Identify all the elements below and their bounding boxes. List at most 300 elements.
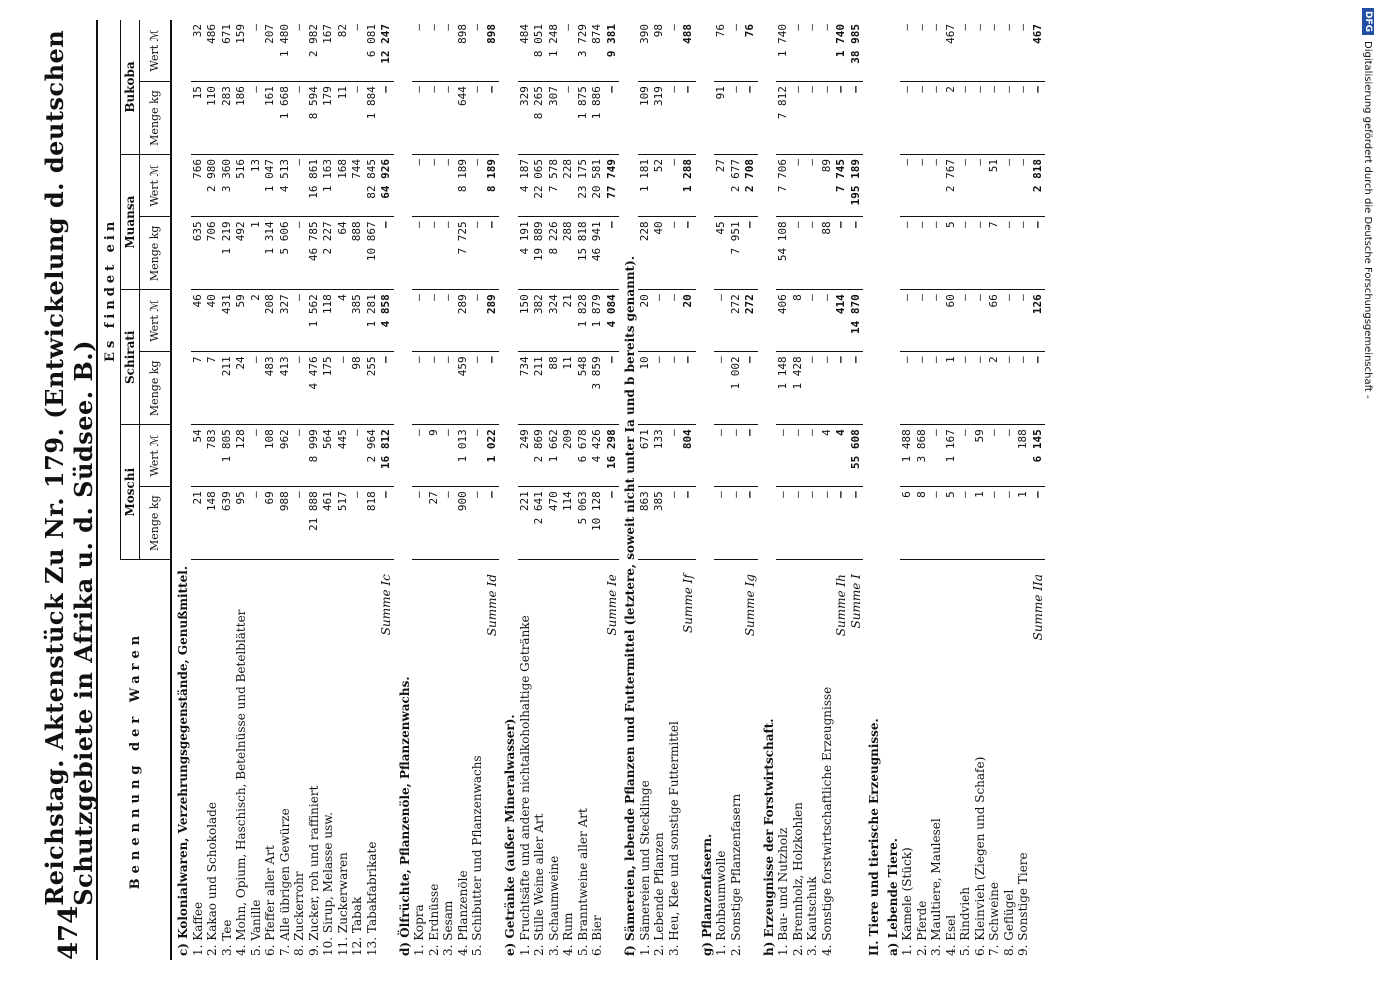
cell-value: —: [561, 82, 576, 155]
cell-value: —: [441, 20, 456, 82]
cell-value: 195 189: [849, 154, 864, 216]
row-label: 3. Schaumweine: [546, 855, 561, 956]
section-row: [863, 20, 882, 960]
cell-value: —: [849, 352, 864, 425]
cell-value: 9 381: [605, 20, 620, 82]
dfg-stamp: [1359, 8, 1377, 998]
cell-value: —: [900, 20, 915, 82]
cell-value: 8 226: [547, 217, 562, 290]
cell-value: 5 063: [576, 487, 591, 560]
cell-value: 8 189: [485, 154, 500, 216]
cell-value: —: [729, 425, 744, 487]
cell-value: 109: [638, 82, 653, 155]
cell-value: —: [805, 290, 820, 352]
cell-value: 445: [336, 425, 351, 487]
cell-value: —: [652, 290, 667, 352]
cell-value: 1 828: [576, 290, 591, 352]
table-row: [321, 20, 336, 960]
cell-value: —: [681, 352, 696, 425]
cell-value: —: [249, 425, 264, 487]
cell-value: —: [987, 20, 1002, 82]
row-label: 3. Tee: [219, 919, 234, 956]
cell-value: 644: [456, 82, 471, 155]
cell-value: 319: [652, 82, 667, 155]
cell-value: —: [929, 217, 944, 290]
cell-value: —: [470, 154, 485, 216]
cell-value: 209: [561, 425, 576, 487]
cell-value: 1 875: [576, 82, 591, 155]
sum-row: [1031, 20, 1046, 960]
cell-value: 734: [518, 352, 533, 425]
cell-value: —: [834, 352, 849, 425]
cell-value: —: [1002, 487, 1017, 560]
cell-value: 91: [714, 82, 729, 155]
cell-value: —: [791, 217, 806, 290]
section-row: [619, 20, 638, 960]
row-label: 4. Pflanzenöle: [455, 870, 470, 956]
cell-value: —: [791, 82, 806, 155]
cell-value: 211: [532, 352, 547, 425]
wert-header: Wert ℳ: [140, 425, 172, 487]
table-row: [929, 20, 944, 960]
cell-value: 486: [205, 20, 220, 82]
sum-row: [485, 20, 500, 960]
cell-value: 6 145: [1031, 425, 1046, 487]
cell-value: 4 187: [518, 154, 533, 216]
cell-value: 2: [944, 82, 959, 155]
cell-value: 128: [234, 425, 249, 487]
cell-value: 4 513: [278, 154, 293, 216]
cell-value: 2 964: [365, 425, 380, 487]
cell-value: 110: [205, 82, 220, 155]
row-label: 8. Geflügel: [1001, 889, 1016, 956]
cell-value: 8 189: [456, 154, 471, 216]
goods-name-header: Benennung der Waren: [102, 560, 171, 960]
cell-value: —: [427, 217, 442, 290]
cell-value: 874: [590, 20, 605, 82]
cell-value: 15: [191, 82, 206, 155]
cell-value: 988: [278, 487, 293, 560]
cell-value: —: [652, 352, 667, 425]
cell-value: —: [915, 290, 930, 352]
cell-value: 8: [915, 487, 930, 560]
cell-value: —: [849, 487, 864, 560]
cell-value: 548: [576, 352, 591, 425]
row-label: c) Kolonialwaren, Verzehrungsgegenstände, Genußmittel.: [176, 565, 190, 956]
page-title: Reichstag. Aktenstück Zu Nr. 179. (Entwickelung d. deutschen Schutzgebiete in Afrika u. d. Südsee. B.): [40, 29, 98, 906]
dfg-logo: DFG: [1362, 8, 1374, 35]
cell-value: —: [900, 217, 915, 290]
cell-value: 16 812: [379, 425, 394, 487]
row-label: 5. Branntweine aller Art: [575, 808, 590, 956]
table-row: [1016, 20, 1031, 960]
cell-value: —: [973, 154, 988, 216]
cell-value: —: [667, 352, 682, 425]
cell-value: —: [987, 82, 1002, 155]
cell-value: 3 868: [915, 425, 930, 487]
row-label: 3. Kautschuk: [805, 876, 819, 956]
cell-value: —: [1016, 20, 1031, 82]
cell-value: 516: [234, 154, 249, 216]
table-row: [576, 20, 591, 960]
menge-header: Menge kg: [140, 487, 172, 560]
cell-value: —: [1016, 217, 1031, 290]
cell-value: —: [292, 487, 307, 560]
cell-value: 2 869: [532, 425, 547, 487]
cell-value: 1: [249, 217, 264, 290]
cell-value: 289: [456, 290, 471, 352]
cell-value: 16 298: [605, 425, 620, 487]
row-label: Summe Id: [484, 574, 499, 637]
table-row: [350, 20, 365, 960]
row-label: Summe If: [681, 574, 695, 633]
cell-value: —: [958, 82, 973, 155]
cell-value: 635: [191, 217, 206, 290]
table-row: [292, 20, 307, 960]
cell-value: 38 985: [849, 20, 864, 82]
sum-row: [379, 20, 394, 960]
cell-value: —: [336, 352, 351, 425]
cell-value: —: [1031, 217, 1046, 290]
cell-value: 188: [1016, 425, 1031, 487]
cell-value: 98: [652, 20, 667, 82]
cell-value: 4: [834, 425, 849, 487]
cell-value: —: [427, 290, 442, 352]
table-row: [365, 20, 380, 960]
cell-value: 2 982: [307, 20, 322, 82]
cell-value: 11: [561, 352, 576, 425]
cell-value: 46: [191, 290, 206, 352]
row-label: 3. Heu, Klee und sonstige Futtermittel: [666, 721, 681, 956]
cell-value: 1 668: [278, 82, 293, 155]
cell-value: 2 677: [729, 154, 744, 216]
cell-value: 1 219: [220, 217, 235, 290]
cell-value: 484: [518, 20, 533, 82]
cell-value: —: [1002, 425, 1017, 487]
row-label: 10. Sirup, Melasse usw.: [321, 812, 335, 956]
cell-value: 59: [973, 425, 988, 487]
cell-value: —: [1031, 352, 1046, 425]
cell-value: —: [667, 20, 682, 82]
cell-value: 1 314: [263, 217, 278, 290]
cell-value: —: [958, 217, 973, 290]
row-label: Summe I: [848, 574, 863, 629]
cell-value: —: [973, 82, 988, 155]
cell-value: —: [441, 425, 456, 487]
cell-value: 470: [547, 487, 562, 560]
cell-value: 55 608: [849, 425, 864, 487]
cell-value: 2 767: [944, 154, 959, 216]
row-label: 4. Mohn, Opium, Haschisch, Betelnüsse und Betelblätter: [234, 609, 248, 956]
cell-value: —: [900, 154, 915, 216]
cell-value: 3 859: [590, 352, 605, 425]
cell-value: —: [441, 154, 456, 216]
cell-value: —: [1002, 352, 1017, 425]
cell-value: 467: [944, 20, 959, 82]
cell-value: 385: [350, 290, 365, 352]
row-label: 2. Erdnüsse: [426, 883, 441, 956]
sum-row: [849, 20, 864, 960]
cell-value: —: [427, 154, 442, 216]
cell-value: —: [805, 154, 820, 216]
cell-value: 45: [714, 217, 729, 290]
cell-value: —: [412, 425, 427, 487]
cell-value: 9: [427, 425, 442, 487]
cell-value: 7 951: [729, 217, 744, 290]
cell-value: 2 818: [1031, 154, 1046, 216]
cell-value: —: [605, 82, 620, 155]
cell-value: —: [820, 20, 835, 82]
table-row: [249, 20, 264, 960]
cell-value: 3 729: [576, 20, 591, 82]
cell-value: —: [849, 82, 864, 155]
cell-value: —: [441, 487, 456, 560]
cell-value: 671: [220, 20, 235, 82]
cell-value: 2: [249, 290, 264, 352]
row-label: 9. Zucker, roh und raffiniert: [306, 785, 321, 956]
sum-row: [681, 20, 696, 960]
cell-value: 863: [638, 487, 653, 560]
cell-value: 16 861: [307, 154, 322, 216]
cell-value: 52: [652, 154, 667, 216]
cell-value: —: [929, 425, 944, 487]
row-label: 5. Rindvieh: [958, 887, 972, 956]
table-row: [456, 20, 471, 960]
section-row: [882, 20, 901, 960]
cell-value: —: [470, 20, 485, 82]
cell-value: 5 606: [278, 217, 293, 290]
cell-value: 1 886: [590, 82, 605, 155]
group-header: Es findet ein: [102, 20, 121, 560]
cell-value: —: [714, 352, 729, 425]
cell-value: —: [249, 20, 264, 82]
cell-value: 706: [205, 217, 220, 290]
cell-value: 8 051: [532, 20, 547, 82]
page-number: 474: [54, 905, 84, 960]
cell-value: 221: [518, 487, 533, 560]
cell-value: 19 889: [532, 217, 547, 290]
cell-value: —: [667, 290, 682, 352]
cell-value: —: [915, 352, 930, 425]
rotated-page: [30, 0, 1370, 1000]
cell-value: —: [1016, 352, 1031, 425]
cell-value: —: [350, 487, 365, 560]
cell-value: 2: [987, 352, 1002, 425]
cell-value: —: [412, 217, 427, 290]
cell-value: —: [714, 290, 729, 352]
cell-value: —: [1016, 154, 1031, 216]
cell-value: 7 706: [776, 154, 791, 216]
cell-value: 8 265: [532, 82, 547, 155]
cell-value: 88: [547, 352, 562, 425]
row-label: 1. Kopra: [412, 904, 426, 956]
row-label: d) Ölfrüchte, Pflanzenöle, Pflanzenwachs.: [397, 676, 412, 956]
cell-value: 88: [820, 217, 835, 290]
cell-value: 307: [547, 82, 562, 155]
cell-value: 21: [561, 290, 576, 352]
table-row: [336, 20, 351, 960]
row-label: 8. Zuckerrohr: [292, 871, 306, 956]
cell-value: 228: [561, 154, 576, 216]
cell-value: 4 476: [307, 352, 322, 425]
cell-value: 60: [944, 290, 959, 352]
table-row: [441, 20, 456, 960]
cell-value: 766: [191, 154, 206, 216]
cell-value: —: [485, 217, 500, 290]
table-row: [278, 20, 293, 960]
cell-value: 517: [336, 487, 351, 560]
cell-value: 2 980: [205, 154, 220, 216]
cell-value: 1 013: [456, 425, 471, 487]
cell-value: 1: [944, 352, 959, 425]
cell-value: 3 360: [220, 154, 235, 216]
cell-value: —: [292, 425, 307, 487]
cell-value: 20: [638, 290, 653, 352]
cell-value: —: [1031, 82, 1046, 155]
cell-value: 385: [652, 487, 667, 560]
cell-value: —: [292, 20, 307, 82]
row-label: 1. Bau- und Nutzholz: [776, 827, 790, 956]
row-label: 7. Schweine: [987, 882, 1001, 956]
table-row: [307, 20, 322, 960]
row-label: Summe Ig: [743, 574, 757, 637]
cell-value: 95: [234, 487, 249, 560]
table-row: [729, 20, 744, 960]
cell-value: —: [485, 487, 500, 560]
cell-value: 783: [205, 425, 220, 487]
cell-value: —: [427, 20, 442, 82]
cell-value: —: [379, 82, 394, 155]
cell-value: 1 288: [681, 154, 696, 216]
cell-value: 54 108: [776, 217, 791, 290]
table-row: [205, 20, 220, 960]
cell-value: —: [791, 154, 806, 216]
row-label: Summe Ie: [604, 574, 619, 636]
cell-value: —: [820, 352, 835, 425]
cell-value: —: [667, 82, 682, 155]
cell-value: —: [350, 425, 365, 487]
cell-value: 1 163: [321, 154, 336, 216]
cell-value: 2 227: [321, 217, 336, 290]
cell-value: 207: [263, 20, 278, 82]
cell-value: —: [929, 20, 944, 82]
cell-value: 168: [336, 154, 351, 216]
cell-value: —: [605, 487, 620, 560]
cell-value: 272: [743, 290, 758, 352]
cell-value: 6 081: [365, 20, 380, 82]
row-label: 7. Alle übrigen Gewürze: [277, 808, 292, 956]
row-label: 1. Kamele (Stück): [900, 847, 914, 956]
cell-value: 175: [321, 352, 336, 425]
cell-value: 114: [561, 487, 576, 560]
header-rule: [96, 20, 98, 960]
cell-value: —: [958, 425, 973, 487]
cell-value: —: [973, 20, 988, 82]
cell-value: —: [834, 82, 849, 155]
cell-value: 6: [900, 487, 915, 560]
cell-value: —: [714, 425, 729, 487]
cell-value: 179: [321, 82, 336, 155]
cell-value: 639: [220, 487, 235, 560]
wert-header: Wert ℳ: [140, 20, 172, 82]
cell-value: 962: [278, 425, 293, 487]
cell-value: 888: [350, 217, 365, 290]
cell-value: —: [667, 217, 682, 290]
table-row: [263, 20, 278, 960]
row-label: 4. Rum: [561, 912, 575, 956]
cell-value: 414: [834, 290, 849, 352]
row-label: 2. Brennholz, Holzkohlen: [790, 802, 805, 956]
cell-value: 32: [191, 20, 206, 82]
goods-table: [102, 20, 1045, 960]
cell-value: 744: [350, 154, 365, 216]
cell-value: —: [470, 82, 485, 155]
cell-value: —: [805, 352, 820, 425]
cell-value: —: [292, 217, 307, 290]
table-row: [958, 20, 973, 960]
cell-value: —: [791, 487, 806, 560]
cell-value: —: [1031, 487, 1046, 560]
cell-value: 14 870: [849, 290, 864, 352]
wert-header: Wert ℳ: [140, 154, 172, 216]
cell-value: —: [681, 487, 696, 560]
region-header: Moschi: [121, 425, 140, 560]
cell-value: 898: [456, 20, 471, 82]
cell-value: —: [805, 20, 820, 82]
row-label: 1. Fruchtsäfte und andere nichtalkoholhaltige Getränke: [517, 615, 532, 956]
cell-value: —: [485, 352, 500, 425]
cell-value: 1 480: [278, 20, 293, 82]
cell-value: 4: [336, 290, 351, 352]
cell-value: —: [681, 217, 696, 290]
cell-value: 288: [561, 217, 576, 290]
cell-value: —: [987, 487, 1002, 560]
cell-value: —: [900, 352, 915, 425]
row-label: 6. Bier: [590, 915, 604, 956]
cell-value: 1 022: [485, 425, 500, 487]
cell-value: 211: [220, 352, 235, 425]
cell-value: —: [743, 352, 758, 425]
table-row: [590, 20, 605, 960]
cell-value: 804: [681, 425, 696, 487]
cell-value: 54: [191, 425, 206, 487]
cell-value: 76: [714, 20, 729, 82]
cell-value: 7: [987, 217, 1002, 290]
cell-value: 23 175: [576, 154, 591, 216]
cell-value: —: [441, 82, 456, 155]
sum-row: [743, 20, 758, 960]
cell-value: 82: [336, 20, 351, 82]
table-row: [547, 20, 562, 960]
cell-value: 2 708: [743, 154, 758, 216]
cell-value: —: [805, 217, 820, 290]
cell-value: 1 181: [638, 154, 653, 216]
cell-value: —: [805, 82, 820, 155]
cell-value: 1: [973, 487, 988, 560]
cell-value: 1 428: [791, 352, 806, 425]
table-row: [638, 20, 653, 960]
cell-value: 82 845: [365, 154, 380, 216]
cell-value: —: [292, 352, 307, 425]
cell-value: —: [485, 82, 500, 155]
table-row: [652, 20, 667, 960]
cell-value: —: [1016, 82, 1031, 155]
row-label: g) Pflanzenfasern.: [699, 833, 714, 956]
cell-value: 64: [336, 217, 351, 290]
cell-value: —: [412, 290, 427, 352]
cell-value: —: [350, 20, 365, 82]
cell-value: —: [743, 82, 758, 155]
